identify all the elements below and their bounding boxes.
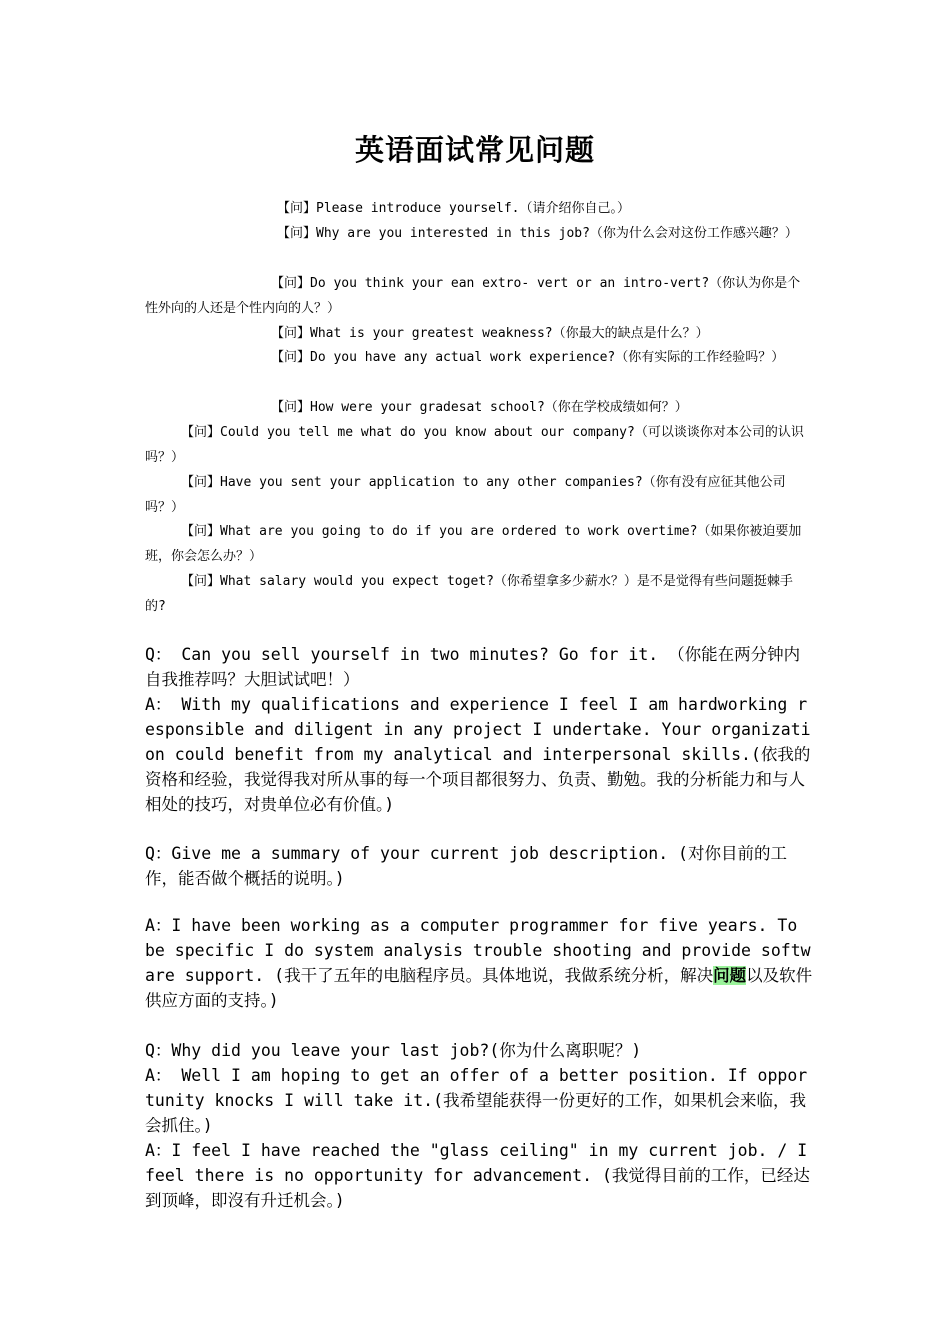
qa-question-sell-yourself: Q： Can you sell yourself in two minutes? Go for it. （你能在两分钟内自我推荐吗？大胆试试吧！） [145,645,801,689]
question-item: 【问】Do you have any actual work experience?（你有实际的工作经验吗？） [271,350,785,365]
qa-answer-text: 以及软件供应方面的支持。) [145,966,813,1010]
question-item: 【问】What salary would you expect toget?（你希望拿多少薪水？）是不是觉得有些问题挺棘手的? [145,574,793,614]
qa-answer-qualifications: A： With my qualifications and experience I feel I am hardworking responsible and diligent in any project I undertake. Your organization could benefit from my analytical and interpersonal skills.(依我的资格和经验，我觉得我对所从事的每一个项目都很努力、负责、勤勉。我的分析能力和与人相处的技巧，对贵单位必有价值。) [145,695,811,814]
question-item: 【问】Please introduce yourself.（请介绍你自己。） [277,201,630,216]
page-title: 英语面试常见问题 [354,133,595,167]
question-item: 【问】Do you think your ean extro- vert or an intro-vert?（你认为你是个性外向的人还是个性内向的人？） [145,276,801,316]
qa-question-leave-job: Q：Why did you leave your last job?(你为什么离职呢？) [145,1041,642,1060]
question-item: 【问】Have you sent your application to any other companies?（你有没有应征其他公司吗？） [145,475,786,515]
qa-answer-better-position: A： Well I am hoping to get an offer of a better position. If opportunity knocks I will take it.(我希望能获得一份更好的工作，如果机会来临，我会抓住。) [145,1066,808,1135]
question-item: 【问】What is your greatest weakness?（你最大的缺点是什么？） [271,326,709,341]
qa-answer-text: A：I have been working as a computer programmer for five years. To be specific I do system analysis trouble shooting and provide software support. (我干了五年的电脑程序员。具体地说，我做系统分析，解决 [145,916,811,985]
question-item: 【问】What are you going to do if you are ordered to work overtime?（如果你被迫要加班，你会怎么办？） [145,524,802,564]
qa-answer-glass-ceiling: A：I feel I have reached the "glass ceiling" in my current job. / I feel there is no opportunity for advancement. (我觉得目前的工作，已经达到顶峰，即沒有升迁机会。) [145,1141,810,1210]
question-item: 【问】Why are you interested in this job?（你为什么会对这份工作感兴趣？） [277,226,798,241]
qa-question-job-description: Q：Give me a summary of your current job description. (对你目前的工作，能否做个概括的说明。) [145,844,787,888]
qa-answer-programmer [145,913,813,1013]
question-item: 【问】How were your gradesat school?（你在学校成绩如何？） [271,400,688,415]
question-item: 【问】Could you tell me what do you know about our company?（可以谈谈你对本公司的认识吗？） [145,425,804,465]
highlighted-word: 问题 [713,966,747,985]
